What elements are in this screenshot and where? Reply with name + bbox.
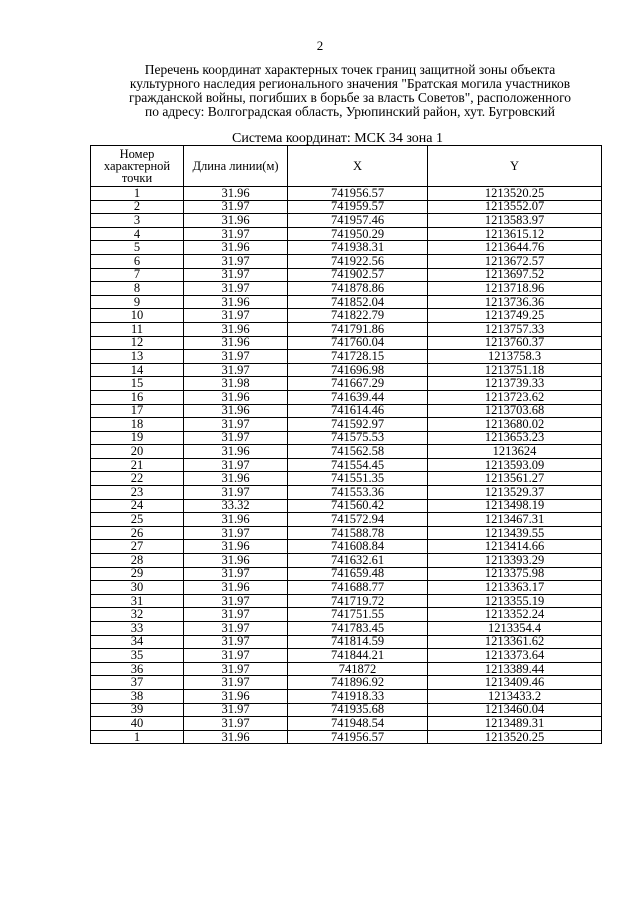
cell-y: 1213680.02 [428,418,602,432]
cell-point-number: 14 [91,363,184,377]
table-row [91,295,602,309]
cell-x: 741844.21 [288,649,428,663]
cell-point-number: 22 [91,472,184,486]
cell-y: 1213751.18 [428,363,602,377]
cell-x: 741872 [288,662,428,676]
cell-line-length: 31.97 [184,458,288,472]
cell-x: 741608.84 [288,540,428,554]
cell-point-number: 17 [91,404,184,418]
cell-x: 741935.68 [288,703,428,717]
table-row [91,689,602,703]
cell-y: 1213352.24 [428,608,602,622]
cell-x: 741614.46 [288,404,428,418]
cell-x: 741896.92 [288,676,428,690]
cell-x: 741852.04 [288,295,428,309]
cell-point-number: 7 [91,268,184,282]
cell-x: 741667.29 [288,377,428,391]
cell-x: 741572.94 [288,513,428,527]
cell-line-length: 31.96 [184,540,288,554]
cell-y: 1213672.57 [428,254,602,268]
cell-x: 741575.53 [288,431,428,445]
cell-line-length: 31.97 [184,418,288,432]
cell-x: 741918.33 [288,689,428,703]
cell-point-number: 35 [91,649,184,663]
cell-y: 1213561.27 [428,472,602,486]
cell-line-length: 31.97 [184,717,288,731]
table-row [91,526,602,540]
cell-line-length: 31.97 [184,703,288,717]
cell-x: 741822.79 [288,309,428,323]
cell-x: 741938.31 [288,241,428,255]
cell-y: 1213355.19 [428,594,602,608]
cell-line-length: 31.96 [184,336,288,350]
cell-line-length: 31.96 [184,404,288,418]
cell-y: 1213552.07 [428,200,602,214]
cell-line-length: 31.96 [184,214,288,228]
cell-point-number: 33 [91,622,184,636]
cell-y: 1213703.68 [428,404,602,418]
cell-line-length: 31.97 [184,567,288,581]
table-row [91,486,602,500]
table-row [91,200,602,214]
cell-line-length: 31.96 [184,241,288,255]
cell-point-number: 28 [91,554,184,568]
cell-y: 1213644.76 [428,241,602,255]
table-row [91,730,602,744]
cell-line-length: 31.97 [184,608,288,622]
cell-x: 741562.58 [288,445,428,459]
cell-x: 741959.57 [288,200,428,214]
cell-x: 741551.35 [288,472,428,486]
cell-x: 741948.54 [288,717,428,731]
header-line-length: Длина линии(м) [184,146,288,187]
cell-point-number: 29 [91,567,184,581]
table-row [91,187,602,201]
cell-line-length: 31.96 [184,295,288,309]
cell-y: 1213723.62 [428,390,602,404]
title-line: Перечень координат характерных точек границ защитной зоны объекта [144,62,556,77]
cell-x: 741588.78 [288,526,428,540]
cell-line-length: 31.98 [184,377,288,391]
cell-x: 741760.04 [288,336,428,350]
table-row [91,458,602,472]
cell-y: 1213615.12 [428,227,602,241]
cell-y: 1213697.52 [428,268,602,282]
table-row [91,227,602,241]
cell-point-number: 6 [91,254,184,268]
cell-line-length: 31.96 [184,554,288,568]
cell-line-length: 31.97 [184,431,288,445]
table-row [91,336,602,350]
table-row [91,350,602,364]
cell-y: 1213393.29 [428,554,602,568]
header-x: X [288,146,428,187]
cell-line-length: 31.97 [184,649,288,663]
cell-y: 1213363.17 [428,581,602,595]
cell-y: 1213498.19 [428,499,602,513]
cell-y: 1213758.3 [428,350,602,364]
cell-line-length: 31.97 [184,622,288,636]
cell-y: 1213583.97 [428,214,602,228]
table-row [91,268,602,282]
cell-line-length: 31.96 [184,689,288,703]
cell-point-number: 21 [91,458,184,472]
table-row [91,322,602,336]
page-number: 2 [316,38,324,53]
cell-x: 741814.59 [288,635,428,649]
cell-point-number: 3 [91,214,184,228]
table-row [91,418,602,432]
cell-line-length: 31.97 [184,268,288,282]
cell-point-number: 38 [91,689,184,703]
cell-line-length: 31.97 [184,282,288,296]
cell-y: 1213375.98 [428,567,602,581]
cell-line-length: 31.96 [184,581,288,595]
cell-point-number: 30 [91,581,184,595]
cell-point-number: 11 [91,322,184,336]
cell-y: 1213593.09 [428,458,602,472]
cell-point-number: 4 [91,227,184,241]
table-row [91,662,602,676]
cell-x: 741878.86 [288,282,428,296]
cell-y: 1213460.04 [428,703,602,717]
coordinate-system-caption: Система координат: МСК 34 зона 1 [231,131,443,146]
table-row [91,608,602,622]
cell-y: 1213520.25 [428,730,602,744]
table-row [91,472,602,486]
cell-y: 1213354.4 [428,622,602,636]
table-row [91,635,602,649]
cell-point-number: 32 [91,608,184,622]
cell-line-length: 31.97 [184,350,288,364]
cell-y: 1213739.33 [428,377,602,391]
cell-line-length: 31.96 [184,445,288,459]
cell-line-length: 31.96 [184,730,288,744]
header-point-number: Номер характерной точки [91,146,184,187]
cell-point-number: 36 [91,662,184,676]
table-row [91,309,602,323]
cell-x: 741632.61 [288,554,428,568]
cell-point-number: 1 [91,187,184,201]
cell-x: 741592.97 [288,418,428,432]
cell-point-number: 12 [91,336,184,350]
table-row [91,499,602,513]
cell-line-length: 31.96 [184,322,288,336]
cell-point-number: 2 [91,200,184,214]
title-line: гражданской войны, погибших в борьбе за власть Советов", расположенного [128,90,572,105]
table-body [91,187,602,744]
cell-x: 741957.46 [288,214,428,228]
cell-line-length: 31.97 [184,200,288,214]
cell-x: 741560.42 [288,499,428,513]
cell-x: 741719.72 [288,594,428,608]
cell-x: 741688.77 [288,581,428,595]
cell-line-length: 31.97 [184,594,288,608]
cell-point-number: 8 [91,282,184,296]
cell-y: 1213389.44 [428,662,602,676]
cell-y: 1213489.31 [428,717,602,731]
cell-line-length: 31.97 [184,227,288,241]
coordinates-table [90,145,602,744]
cell-point-number: 9 [91,295,184,309]
cell-point-number: 37 [91,676,184,690]
table-row [91,676,602,690]
cell-line-length: 31.97 [184,254,288,268]
cell-y: 1213467.31 [428,513,602,527]
cell-point-number: 40 [91,717,184,731]
cell-point-number: 31 [91,594,184,608]
cell-y: 1213409.46 [428,676,602,690]
cell-y: 1213653.23 [428,431,602,445]
cell-x: 741956.57 [288,187,428,201]
table-row [91,254,602,268]
cell-point-number: 27 [91,540,184,554]
cell-point-number: 39 [91,703,184,717]
cell-point-number: 1 [91,730,184,744]
table-header-row [91,146,602,187]
cell-point-number: 34 [91,635,184,649]
cell-point-number: 10 [91,309,184,323]
cell-y: 1213414.66 [428,540,602,554]
cell-y: 1213529.37 [428,486,602,500]
cell-y: 1213736.36 [428,295,602,309]
table-row [91,241,602,255]
table-row [91,390,602,404]
title-line: культурного наследия регионального значения "Братская могила участников [129,76,571,91]
cell-point-number: 5 [91,241,184,255]
table-row [91,581,602,595]
table-row [91,717,602,731]
document-title [90,63,610,119]
table-row [91,703,602,717]
cell-point-number: 24 [91,499,184,513]
cell-point-number: 26 [91,526,184,540]
cell-x: 741950.29 [288,227,428,241]
cell-x: 741783.45 [288,622,428,636]
cell-line-length: 31.96 [184,513,288,527]
cell-line-length: 31.97 [184,676,288,690]
cell-y: 1213373.64 [428,649,602,663]
cell-line-length: 31.96 [184,390,288,404]
table-row [91,377,602,391]
cell-point-number: 20 [91,445,184,459]
cell-x: 741553.36 [288,486,428,500]
cell-y: 1213624 [428,445,602,459]
cell-y: 1213433.2 [428,689,602,703]
table-row [91,214,602,228]
cell-y: 1213757.33 [428,322,602,336]
cell-line-length: 31.96 [184,472,288,486]
table-row [91,363,602,377]
header-y: Y [428,146,602,187]
table-row [91,540,602,554]
cell-line-length: 31.97 [184,363,288,377]
cell-point-number: 18 [91,418,184,432]
cell-line-length: 33.32 [184,499,288,513]
cell-y: 1213760.37 [428,336,602,350]
cell-point-number: 16 [91,390,184,404]
cell-x: 741922.56 [288,254,428,268]
cell-point-number: 15 [91,377,184,391]
table-row [91,282,602,296]
cell-x: 741696.98 [288,363,428,377]
cell-point-number: 19 [91,431,184,445]
cell-line-length: 31.97 [184,309,288,323]
table-row [91,622,602,636]
table-row [91,554,602,568]
cell-point-number: 25 [91,513,184,527]
table-row [91,594,602,608]
table-row [91,513,602,527]
cell-line-length: 31.97 [184,635,288,649]
cell-y: 1213718.96 [428,282,602,296]
cell-y: 1213439.55 [428,526,602,540]
cell-line-length: 31.97 [184,662,288,676]
cell-x: 741554.45 [288,458,428,472]
cell-x: 741902.57 [288,268,428,282]
cell-line-length: 31.96 [184,187,288,201]
cell-x: 741751.55 [288,608,428,622]
cell-line-length: 31.97 [184,526,288,540]
table-row [91,445,602,459]
cell-x: 741728.15 [288,350,428,364]
cell-line-length: 31.97 [184,486,288,500]
table-row [91,404,602,418]
cell-point-number: 23 [91,486,184,500]
cell-y: 1213361.62 [428,635,602,649]
title-line: по адресу: Волгоградская область, Урюпинский район, хут. Бугровский [144,104,555,119]
cell-y: 1213749.25 [428,309,602,323]
table-row [91,567,602,581]
table-row [91,649,602,663]
cell-y: 1213520.25 [428,187,602,201]
cell-x: 741791.86 [288,322,428,336]
cell-point-number: 13 [91,350,184,364]
cell-x: 741659.48 [288,567,428,581]
table-row [91,431,602,445]
cell-x: 741639.44 [288,390,428,404]
cell-x: 741956.57 [288,730,428,744]
